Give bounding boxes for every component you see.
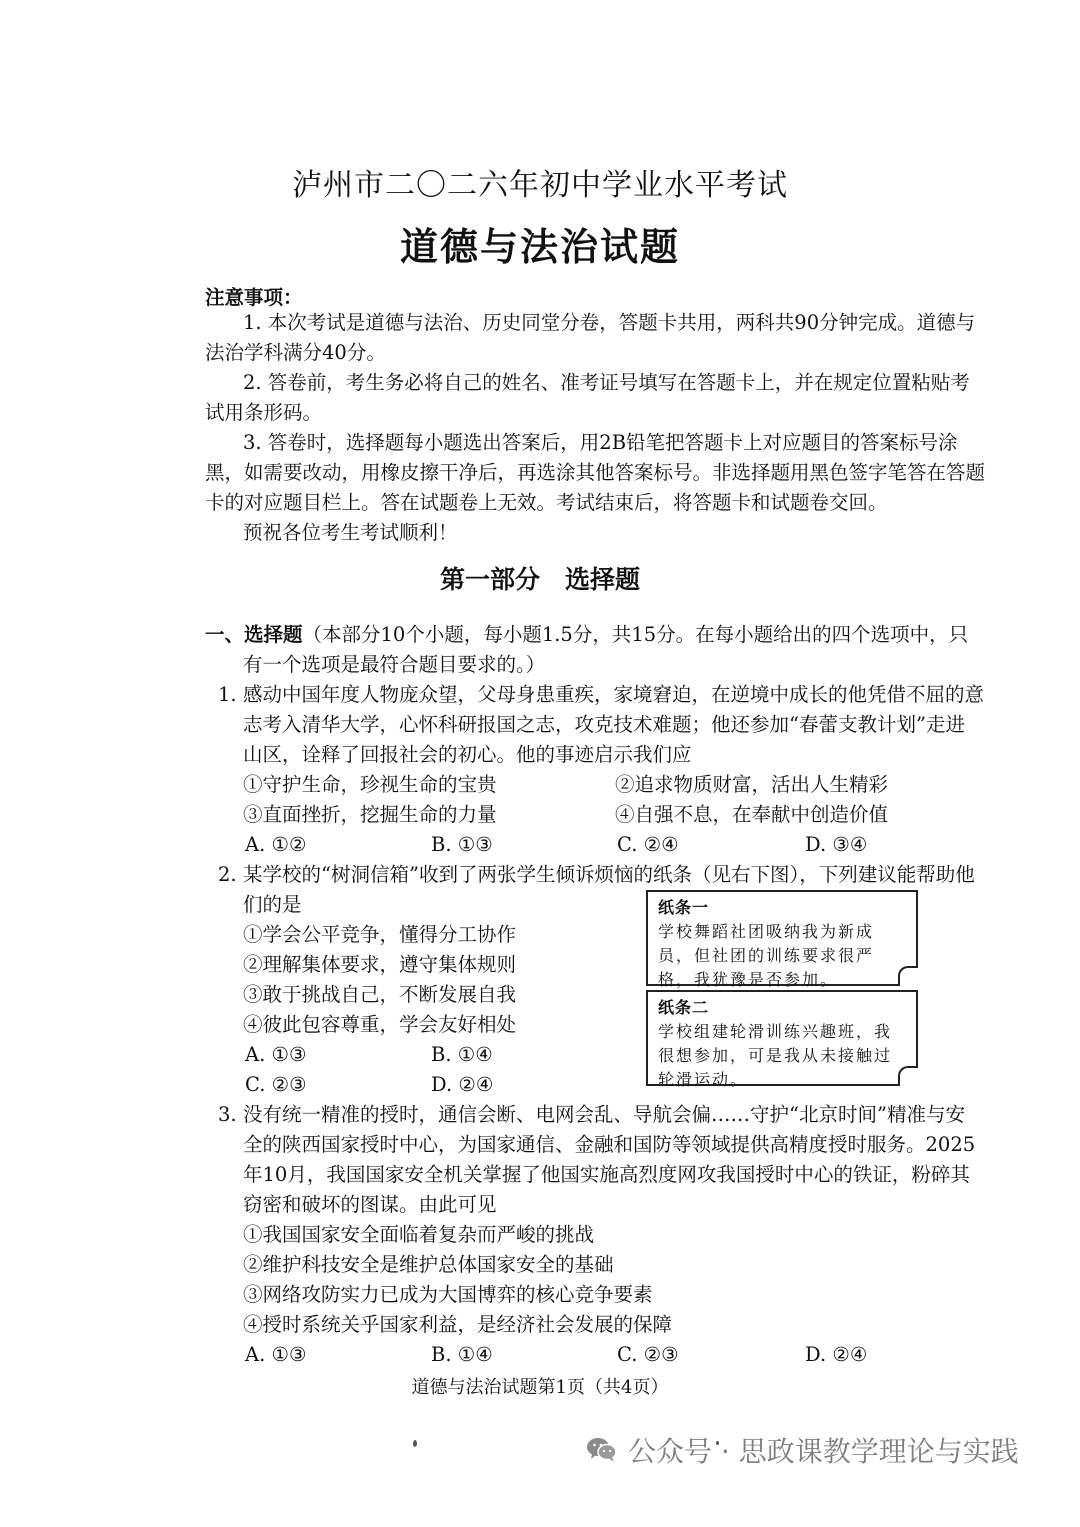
question-stem: 全的陕西国家授时中心，为国家通信、金融和国防等领域提供高精度授时服务。2025 (243, 1133, 976, 1156)
note-card-1 (646, 890, 918, 989)
statement: ②维护科技安全是维护总体国家安全的基础 (243, 1253, 614, 1276)
option-d: D. ②④ (431, 1073, 494, 1096)
option-b: B. ①③ (431, 833, 493, 856)
note-line: 学校舞蹈社团吸纳我为新成 (658, 922, 875, 941)
statement: ④自强不息，在奉献中创造价值 (615, 803, 889, 826)
question-number: 1. (218, 683, 237, 706)
note-line: 格，我犹豫是否参加。 (658, 970, 839, 989)
note-title: 纸条一 (658, 898, 710, 917)
note-line: 学校组建轮滑训练兴趣班，我 (658, 1022, 893, 1041)
notice-heading: 注意事项： (205, 286, 303, 309)
statement: ②追求物质财富，活出人生精彩 (615, 773, 889, 796)
watermark-text: 公众号 · 思政课教学理论与实践 (628, 1435, 1019, 1468)
notice-line: 预祝各位考生考试顺利！ (243, 521, 458, 544)
question-stem: 志考入清华大学，心怀科研报国之志，攻克技术难题；他还参加“春蕾支教计划”走进 (243, 713, 965, 736)
page-curl-icon (898, 966, 918, 986)
statement: ④授时系统关乎国家利益，是经济社会发展的保障 (243, 1313, 673, 1336)
option-c: C. ②③ (245, 1073, 307, 1096)
section-title: 第一部分 选择题 (439, 565, 640, 594)
option-d: D. ②④ (805, 1343, 868, 1366)
notice-line: 法治学科满分40分。 (205, 341, 386, 364)
statement: ①学会公平竞争，懂得分工协作 (243, 923, 517, 946)
question-number: 3. (218, 1103, 237, 1126)
note-title: 纸条二 (658, 998, 710, 1017)
statement: ②理解集体要求，遵守集体规则 (243, 953, 517, 976)
statement: ③敢于挑战自己，不断发展自我 (243, 983, 517, 1006)
option-a: A. ①② (245, 833, 307, 856)
part-intro (205, 620, 968, 650)
option-a: A. ①③ (245, 1343, 307, 1366)
option-c: C. ②④ (617, 833, 679, 856)
note-card-2 (646, 990, 918, 1089)
note-line: 很想参加，可是我从未接触过 (658, 1046, 893, 1065)
statement: ①我国国家安全面临着复杂而严峻的挑战 (243, 1223, 595, 1246)
exam-subject-title: 道德与法治试题 (399, 225, 680, 269)
wechat-icon (586, 1436, 618, 1464)
part-label: 一、选择题 (205, 623, 303, 646)
question-stem: 们的是 (243, 893, 302, 916)
question-stem: 窃密和破坏的图谋。由此可见 (243, 1193, 497, 1216)
option-b: B. ①④ (431, 1043, 493, 1066)
option-d: D. ③④ (805, 833, 868, 856)
question-stem: 山区，诠释了回报社会的初心。他的事迹启示我们应 (243, 743, 692, 766)
note-line: 员，但社团的训练要求很严 (658, 946, 875, 965)
statement: ③直面挫折，挖掘生命的力量 (243, 803, 497, 826)
question-stem: 没有统一精准的授时，通信会断、电网会乱、导航会偏……守护“北京时间”精准与安 (243, 1103, 965, 1126)
part-desc: （本部分10个小题，每小题1.5分，共15分。在每小题给出的四个选项中，只 (302, 623, 969, 646)
note-line: 轮滑运动。 (658, 1070, 749, 1089)
scan-speck (413, 1440, 417, 1447)
option-c: C. ②③ (617, 1343, 679, 1366)
question-number: 2. (218, 863, 237, 886)
question-stem: 感动中国年度人物庞众望，父母身患重疾，家境窘迫，在逆境中成长的他凭借不屈的意 (243, 683, 985, 706)
exam-title: 泸州市二〇二六年初中学业水平考试 (292, 168, 788, 203)
notice-line: 1. 本次考试是道德与法治、历史同堂分卷，答题卡共用，两科共90分钟完成。道德与 (243, 311, 976, 334)
watermark (586, 1430, 1019, 1470)
page-footer: 道德与法治试题第1页（共4页） (411, 1377, 669, 1398)
option-a: A. ①③ (245, 1043, 307, 1066)
notice-line: 试用条形码。 (205, 401, 323, 424)
statement: ①守护生命，珍视生命的宝贵 (243, 773, 497, 796)
question-stem: 年10月，我国国家安全机关掌握了他国实施高烈度网攻我国授时中心的铁证，粉碎其 (243, 1163, 970, 1186)
part-desc: 有一个选项是最符合题目要求的。） (243, 653, 546, 676)
statement: ③网络攻防实力已成为大国博弈的核心竞争要素 (243, 1283, 653, 1306)
notice-line: 2. 答卷前，考生务必将自己的姓名、准考证号填写在答题卡上，并在规定位置粘贴考 (243, 371, 970, 394)
notice-line: 3. 答卷时，选择题每小题选出答案后，用2B铅笔把答题卡上对应题目的答案标号涂 (243, 431, 958, 454)
notice-line: 黑，如需要改动，用橡皮擦干净后，再选涂其他答案标号。非选择题用黑色签字笔答在答题 (205, 461, 986, 484)
question-stem: 某学校的“树洞信箱”收到了两张学生倾诉烦恼的纸条（见右下图），下列建议能帮助他 (243, 863, 975, 886)
notice-line: 卡的对应题目栏上。答在试题卷上无效。考试结束后，将答题卡和试题卷交回。 (205, 491, 888, 514)
page-curl-icon (898, 1066, 918, 1086)
statement: ④彼此包容尊重，学会友好相处 (243, 1013, 517, 1036)
option-b: B. ①④ (431, 1343, 493, 1366)
